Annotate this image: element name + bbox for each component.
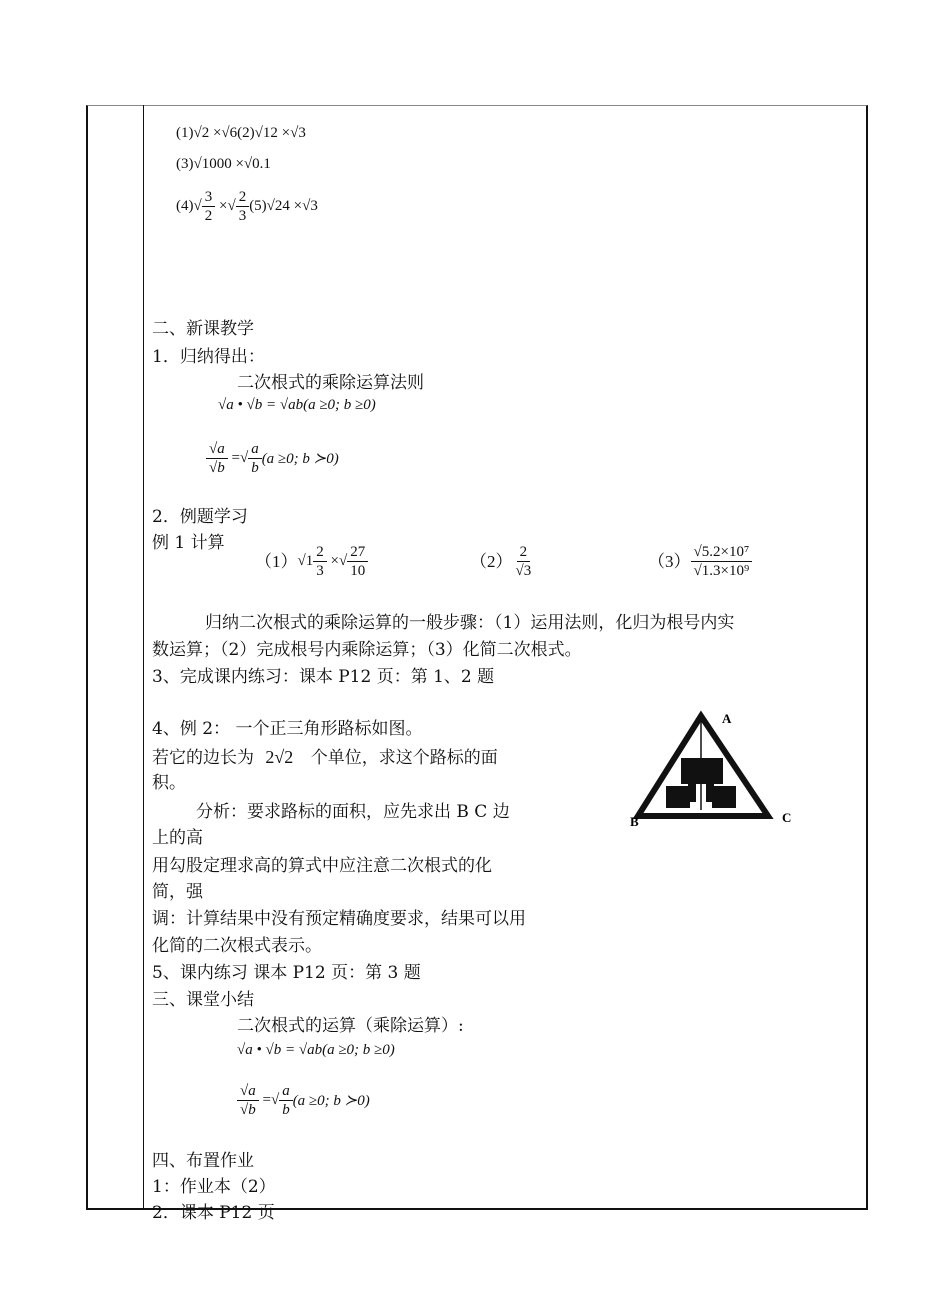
frac-num: 2 xyxy=(236,188,250,207)
example-1-label: 例 1 计算 xyxy=(152,533,225,553)
frac-num: 2 xyxy=(313,543,327,562)
item-4-example-2: 4、例 2： 一个正三角形路标如图。 xyxy=(152,719,423,739)
side-length-value: 2√2 xyxy=(265,747,294,767)
column-divider xyxy=(143,105,144,1209)
frac-num: √a xyxy=(206,440,228,459)
frac-den: √3 xyxy=(515,563,532,579)
steps-line-1: 归纳二次根式的乘除运算的一般步骤：（1）运用法则，化归为根号内实 xyxy=(205,613,735,633)
exercise-line-3: (4) √ $\frac{3}{2}$ × √ $\frac{2}{3}$ (5)√24 ×√3 xyxy=(176,189,318,224)
rule-title: 二次根式的乘除运算法则 xyxy=(237,373,424,393)
example-1-part-3 xyxy=(648,543,752,580)
frac-den: b xyxy=(251,460,259,476)
section-heading-summary: 三、课堂小结 xyxy=(152,990,254,1010)
frac-den: √1.3×10⁹ xyxy=(693,563,750,579)
frac-den: 2 xyxy=(204,208,213,224)
section-heading-new-lesson: 二、新课教学 xyxy=(152,319,254,339)
mixed-whole: 1 xyxy=(305,553,314,569)
text-part: 个单位，求这个路标的面 xyxy=(310,748,498,768)
frac-num: a xyxy=(279,1082,293,1101)
analysis-line-1: 分析：要求路标的面积，应先求出 B C 边 xyxy=(196,802,510,822)
formula-condition: (a ≥0; b ≻0) xyxy=(261,451,339,467)
analysis-line-5: 调：计算结果中没有预定精确度要求，结果可以用 xyxy=(152,909,526,929)
item-4-side-length xyxy=(152,746,498,769)
frac-den: √b xyxy=(240,1102,256,1118)
road-sign-figure xyxy=(626,706,806,830)
item-3-practice: 3、完成课内练习：课本 P12 页：第 1、2 题 xyxy=(152,667,495,687)
frac-num: a xyxy=(248,440,262,459)
formula-divide: $\frac{√a}{√b}$ = √ $\frac{a}{b}$ (a ≥0; b ≻0) xyxy=(206,440,339,477)
frac-den: 3 xyxy=(238,208,247,224)
analysis-line-3: 用勾股定理求高的算式中应注意二次根式的化 xyxy=(152,856,492,876)
item-1-induce: 1．归纳得出： xyxy=(152,347,265,367)
vertex-label-c: C xyxy=(782,810,792,825)
exercise-line-3-suffix: (5)√24 ×√3 xyxy=(249,198,318,214)
frac-den: √b xyxy=(209,460,225,476)
text-part: 若它的边长为 xyxy=(152,748,254,768)
item-2-examples: 2．例题学习 xyxy=(152,507,248,527)
steps-line-2: 数运算；（2）完成根号内乘除运算；（3）化简二次根式。 xyxy=(152,640,582,660)
formula-condition: (a ≥0; b ≻0) xyxy=(292,1093,370,1109)
summary-text: 二次根式的运算（乘除运算）: xyxy=(237,1016,464,1036)
formula-multiply: √a • √b = √ab(a ≥0; b ≥0) xyxy=(218,397,376,413)
frac-num: 2 xyxy=(517,543,531,562)
analysis-line-4: 简，强 xyxy=(152,882,203,902)
homework-item-2: 2．课本 P12 页 xyxy=(152,1203,275,1223)
frac-den: b xyxy=(282,1102,290,1118)
example-1-part-1: （1） √ 1 $\frac{2}{3}$ × √ $\frac{27}{10}$ xyxy=(255,543,368,580)
part-label: （3） xyxy=(648,551,691,571)
part-label: （1） xyxy=(255,551,298,571)
example-1-part-2 xyxy=(470,543,534,580)
frac-num: 27 xyxy=(347,543,368,562)
part-label: （2） xyxy=(470,551,513,571)
summary-formula-divide: $\frac{√a}{√b}$ = √ $\frac{a}{b}$ (a ≥0; b ≻0) xyxy=(237,1082,370,1119)
homework-clip xyxy=(144,1176,862,1223)
vertex-label-b: B xyxy=(630,814,639,829)
item-5-practice: 5、课内练习 课本 P12 页：第 3 题 xyxy=(152,963,421,983)
vertex-label-a: A xyxy=(722,711,732,726)
frac-num: √a xyxy=(237,1082,259,1101)
exercise-line-3-prefix: (4) xyxy=(176,198,194,214)
exercise-line-1: (1)√2 ×√6(2)√12 ×√3 xyxy=(176,125,306,141)
section-heading-homework: 四、布置作业 xyxy=(152,1151,254,1171)
frac-den: 3 xyxy=(316,563,324,579)
frac-num: √5.2×10⁷ xyxy=(691,543,753,562)
analysis-line-2: 上的高 xyxy=(152,828,203,848)
summary-formula-multiply: √a • √b = √ab(a ≥0; b ≥0) xyxy=(237,1042,395,1058)
homework-item-1: 1：作业本（2） xyxy=(152,1177,276,1197)
frac-num: 3 xyxy=(202,188,216,207)
exercise-line-2: (3)√1000 ×√0.1 xyxy=(176,156,271,172)
analysis-line-6: 化简的二次根式表示。 xyxy=(152,936,322,956)
frac-den: 10 xyxy=(350,563,366,579)
item-4-line-3: 积。 xyxy=(152,773,186,793)
